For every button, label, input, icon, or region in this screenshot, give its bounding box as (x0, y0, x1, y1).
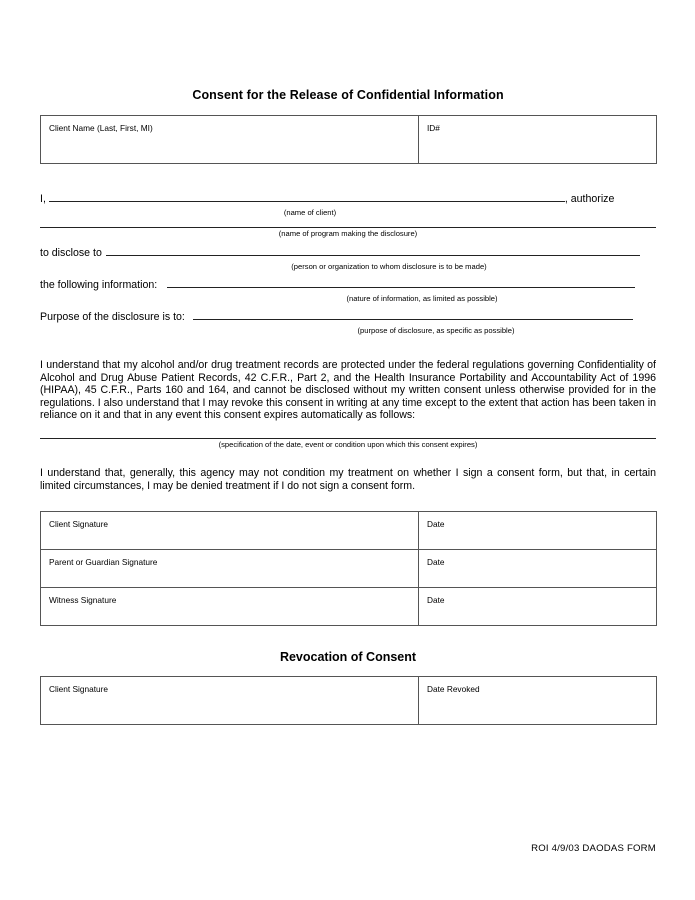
consent-paragraph: I understand that my alcohol and/or drug treatment records are protected under the federal regulations governing Confidentiality of Alcohol and Drug Abuse Patient Records, 42 C.F.R., Part 2, and the Health Insurance Portability and Accountability Act of 1996 (HIPAA), 45 C.F.R., Parts 160 and 164, and cannot be disclosed without my written consent unless otherwise provided for in the regulations. I also understand that I may revoke this consent in writing at any time except to the extent that action has been taken in reliance on it and that in any event this consent expires automatically as follows: (40, 359, 656, 422)
client-name-field[interactable]: Client Name (Last, First, MI) (41, 116, 419, 164)
purpose-blank[interactable] (193, 308, 633, 320)
table-row (41, 512, 657, 550)
disclose-to-caption: (person or organization to whom disclosure is to be made) (291, 262, 487, 271)
revocation-title: Revocation of Consent (279, 650, 417, 665)
witness-signature-cell[interactable]: Witness Signature (41, 588, 419, 626)
authorize-prefix-label: I, (40, 193, 46, 205)
purpose-label: Purpose of the disclosure is to: (40, 311, 185, 323)
client-signature-date-cell[interactable]: Date (419, 512, 657, 550)
table-row (41, 677, 657, 725)
revocation-client-signature-cell[interactable]: Client Signature (41, 677, 419, 725)
client-signature-cell[interactable]: Client Signature (41, 512, 419, 550)
disclose-to-blank[interactable] (106, 244, 640, 256)
expiry-specification-caption: (specification of the date, event or condition upon which this consent expires) (218, 439, 478, 449)
table-row (41, 550, 657, 588)
disclose-to-line (40, 244, 656, 261)
authorize-line (40, 190, 656, 207)
authorize-suffix-label: , authorize (564, 193, 615, 205)
treatment-condition-paragraph: I understand that, generally, this agency may not condition my treatment on whether I sign a consent form, but that, in certain limited circumstances, I may be denied treatment if I do not sign a consent form. (40, 466, 656, 492)
information-label: the following information: (40, 279, 158, 291)
information-caption: (nature of information, as limited as possible) (346, 294, 498, 303)
information-line (40, 276, 656, 293)
signature-table (40, 511, 657, 626)
expiry-specification-blank[interactable] (40, 438, 656, 439)
guardian-signature-cell[interactable]: Parent or Guardian Signature (41, 550, 419, 588)
client-name-caption: (name of client) (283, 208, 337, 217)
disclose-to-label: to disclose to (40, 247, 102, 259)
revocation-date-cell[interactable]: Date Revoked (419, 677, 657, 725)
fill-in-blanks-section (40, 190, 656, 336)
information-blank[interactable] (167, 276, 635, 288)
program-name-blank[interactable] (40, 227, 656, 228)
purpose-caption: (purpose of disclosure, as specific as possible) (357, 326, 515, 335)
form-footer: ROI 4/9/03 DAODAS FORM (531, 843, 656, 854)
document-content (40, 0, 656, 854)
guardian-signature-date-cell[interactable]: Date (419, 550, 657, 588)
purpose-line (40, 308, 656, 325)
witness-signature-date-cell[interactable]: Date (419, 588, 657, 626)
table-row (41, 588, 657, 626)
client-header-table (40, 115, 657, 164)
client-name-blank[interactable] (49, 190, 565, 202)
table-row (41, 116, 657, 164)
program-name-caption: (name of program making the disclosure) (278, 229, 418, 238)
page-title: Consent for the Release of Confidential Information (192, 88, 504, 102)
client-id-field[interactable]: ID# (419, 116, 657, 164)
revocation-table (40, 676, 657, 725)
